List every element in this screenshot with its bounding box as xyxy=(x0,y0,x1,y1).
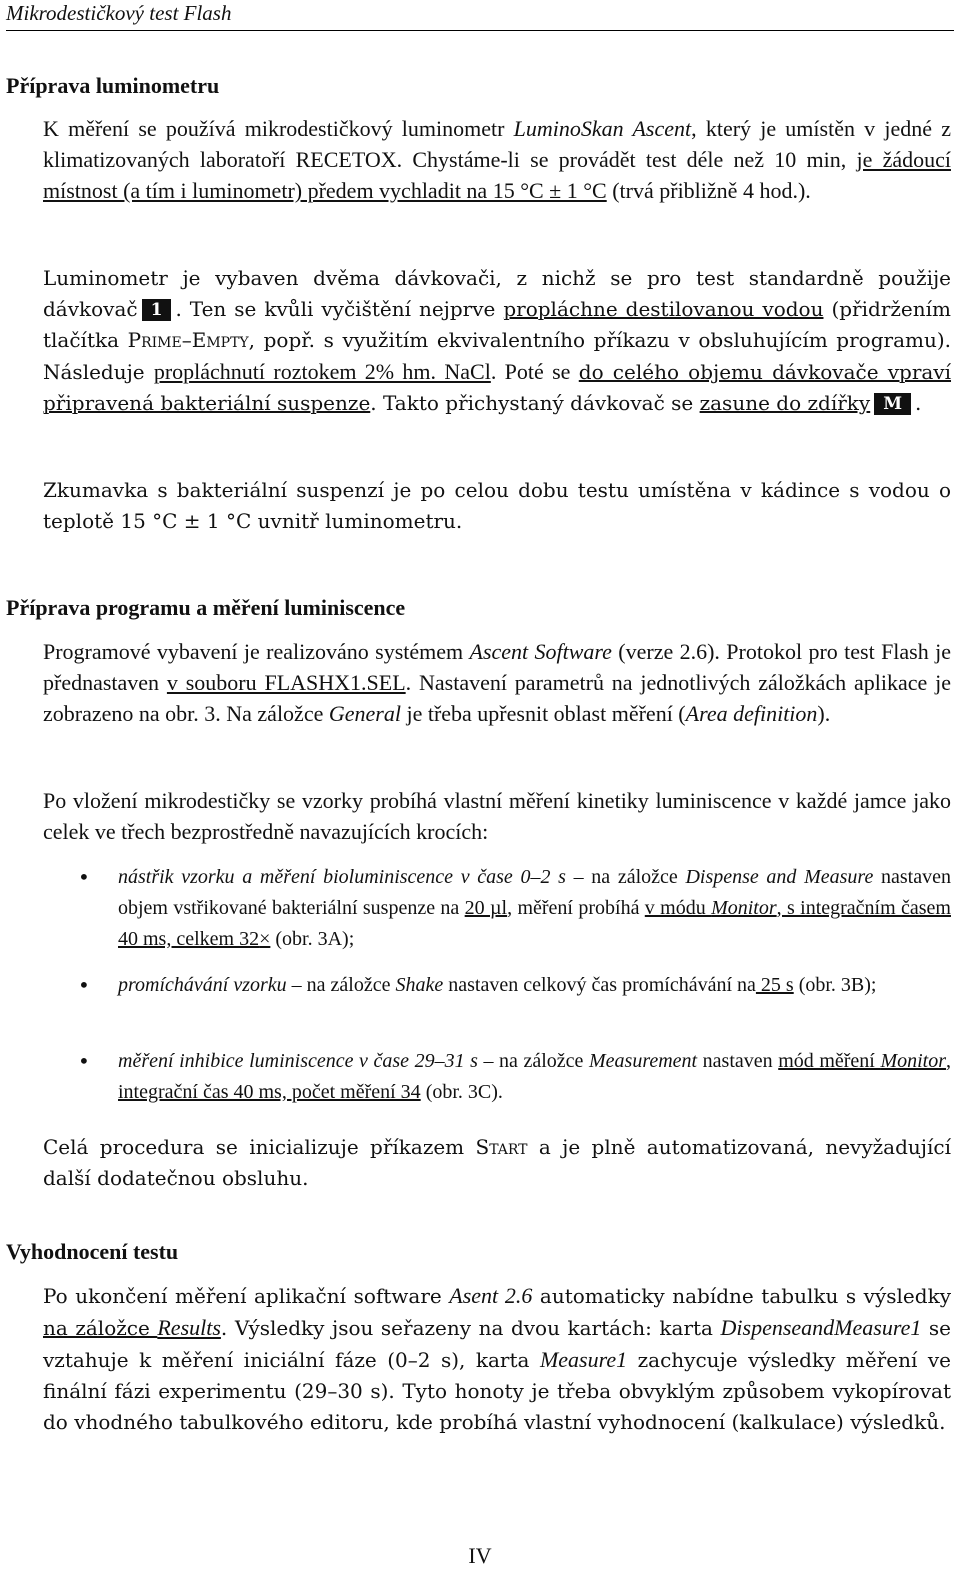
bullet-marker: • xyxy=(78,865,90,889)
text: se vztahuje k měření iniciální fáze (0–2 s), karta xyxy=(43,1316,951,1372)
underlined-text: 20 µl xyxy=(464,897,508,919)
underlined-text: propláchne destilovanou vodou xyxy=(503,297,824,321)
text: – na záložce xyxy=(286,974,396,996)
underlined-text: je žádoucí místnost (a tím i luminometr) předem vychladit na 15 °C ± 1 °C xyxy=(43,147,951,203)
text: . Takto přichystaný dávkovač se xyxy=(370,391,700,415)
text: je třeba upřesnit oblast měření ( xyxy=(400,701,686,726)
section-heading-luminometer: Příprava luminometru xyxy=(6,73,220,98)
underlined-text: mód měření xyxy=(778,1050,881,1072)
paragraph-luminometer-intro xyxy=(43,113,951,206)
running-header: Mikrodestičkový test Flash xyxy=(6,0,954,31)
text: . Nastavení parametrů na jednotlivých záložkách aplikace je zobrazeno na obr. 3. Na záložce xyxy=(43,670,951,726)
section-heading-evaluation: Vyhodnocení testu xyxy=(6,1239,179,1264)
paragraph-software xyxy=(43,636,951,729)
underlined-mode-name: Monitor xyxy=(880,1050,946,1072)
socket-key-m: M xyxy=(874,393,911,415)
device-name: LuminoSkan Ascent xyxy=(513,116,692,141)
text: Programové vybavení je realizováno systémem xyxy=(43,639,470,664)
underlined-text: zasune do zdířky xyxy=(699,391,871,415)
text: nastaven xyxy=(697,1050,779,1072)
tab-name-results: Results xyxy=(157,1315,221,1340)
text: Celá procedura se inicializuje příkazem xyxy=(43,1135,476,1159)
text: (verze 2.6). Protokol pro test Flash je přednastaven xyxy=(43,639,951,695)
text: automaticky nabídne tabulku s výsledky xyxy=(532,1284,951,1308)
tab-name: Shake xyxy=(395,974,444,996)
text: – na záložce xyxy=(565,866,686,888)
step-name: nástřik vzorku a měření bioluminiscence v čase 0–2 s xyxy=(118,866,566,888)
paragraph-evaluation xyxy=(43,1280,951,1438)
page-number: IV xyxy=(468,1543,492,1568)
paragraph-test-tube: Zkumavka s bakteriální suspenzí je po celou dobu testu umístěna v kádince s vodou o teplotě 15 °C ± 1 °C uvnitř luminometru. xyxy=(43,478,951,533)
text: K měření se používá mikrodestičkový luminometr xyxy=(43,116,514,141)
text: . xyxy=(915,391,922,415)
text: . Ten se kvůli vyčištění nejprve xyxy=(175,297,504,321)
tab-name-general: General xyxy=(328,701,401,726)
paragraph-start-command xyxy=(43,1132,951,1194)
text: . Výsledky jsou seřazeny na dvou kartách: karta xyxy=(220,1316,721,1340)
command-name-start: Start xyxy=(475,1135,528,1159)
text: Luminometr je vybaven dvěma dávkovači, z nichž se pro test standardně použije dávkovač xyxy=(43,266,951,321)
bullet-item-dispense xyxy=(118,862,951,955)
text: , popř. s využitím ekvivalentního příkazu v obsluhujícím programu). Následuje xyxy=(43,328,951,384)
text: – na záložce xyxy=(477,1050,589,1072)
text: , měření probíhá xyxy=(507,897,645,919)
card-name: DispenseandMeasure1 xyxy=(720,1315,922,1340)
software-name: Ascent Software xyxy=(469,639,612,664)
text: ). xyxy=(817,701,831,726)
underlined-text: propláchnutí roztokem 2% hm. NaCl xyxy=(153,359,491,384)
bullet-item-measurement xyxy=(118,1046,951,1108)
bullet-item-shake xyxy=(118,970,951,1001)
text: zachycuje výsledky měření ve finální fázi experimentu (29–30 s). Tyto honoty je třeba obvyklým způsobem vykopírovat do vhodného tabulkového editoru, kde probíhá vlastní vyhodnocení (kalkulace) výsledků. xyxy=(43,1348,951,1434)
text: (obr. 3C). xyxy=(420,1081,503,1103)
text: (trvá přibližně 4 hod.). xyxy=(606,178,811,203)
times-symbol: × xyxy=(259,928,271,950)
step-name: měření inhibice luminiscence v čase 29–31 s xyxy=(118,1050,478,1072)
text: a je plně automatizovaná, nevyžadující další dodatečnou obsluhu. xyxy=(43,1135,951,1190)
text: (přidržením tlačítka xyxy=(43,297,951,352)
underlined-text: , integrační čas 40 ms, počet měření 34 xyxy=(118,1050,951,1103)
underlined-text: 25 s xyxy=(755,974,794,996)
text: nastaven celkový čas promíchávání na xyxy=(443,974,756,996)
underlined-text: do celého objemu dávkovače vpraví připravená bakteriální suspenze xyxy=(43,360,952,415)
underlined-mode-name: Monitor xyxy=(711,897,777,919)
underlined-text: v módu xyxy=(644,897,712,919)
text: . Poté se xyxy=(490,359,579,384)
underlined-text: v souboru FLASHX1.SEL xyxy=(166,670,406,695)
dispenser-key-1: 1 xyxy=(142,299,172,321)
tab-name: Dispense and Measure xyxy=(685,866,874,888)
tab-name: Measurement xyxy=(589,1050,698,1072)
underlined-text: na záložce xyxy=(43,1316,158,1340)
button-name-prime-empty: Prime–Empty xyxy=(127,328,249,352)
paragraph-measurement-steps: Po vložení mikrodestičky se vzorky probíhá vlastní měření kinetiky luminiscence v každé jamce jako celek ve třech bezprostředně navazujících krocích: xyxy=(43,788,951,844)
software-name: Asent 2.6 xyxy=(449,1283,533,1308)
text: (obr. 3A); xyxy=(270,928,355,950)
text: Po ukončení měření aplikační software xyxy=(43,1284,450,1308)
paragraph-dispenser xyxy=(43,263,951,419)
step-name: promíchávání vzorku xyxy=(118,974,287,996)
card-name: Measure1 xyxy=(539,1347,628,1372)
text: nastaven objem vstřikované bakteriální suspenze na xyxy=(118,866,951,919)
text: (obr. 3B); xyxy=(793,974,877,996)
underlined-text: , s integračním časem 40 ms, celkem 32 xyxy=(118,897,951,950)
bullet-marker: • xyxy=(78,973,90,997)
section-heading-program: Příprava programu a měření luminiscence xyxy=(6,595,406,620)
area-definition: Area definition xyxy=(685,701,818,726)
text: , který je umístěn v jedné z klimatizovaných laboratoří RECETOX. Chystáme-li se provádět test déle než 10 min, xyxy=(43,116,951,172)
bullet-marker: • xyxy=(78,1049,90,1073)
